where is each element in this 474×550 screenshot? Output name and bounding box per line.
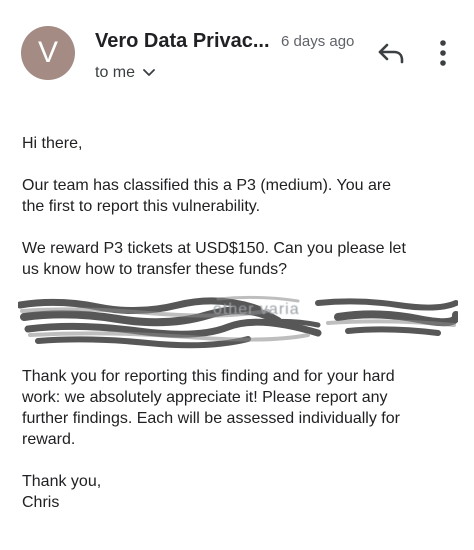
chevron-down-icon	[143, 69, 155, 77]
reply-button[interactable]	[374, 38, 408, 68]
redacted-scribble	[18, 293, 458, 351]
avatar-letter: V	[37, 36, 58, 69]
email-signoff	[22, 471, 458, 513]
body-paragraph-2: We reward P3 tickets at USD$150. Can you please let us know how to transfer these funds?	[22, 240, 406, 278]
body-paragraph-1: Our team has classified this a P3 (medium). You are the first to report this vulnerability.	[22, 177, 392, 215]
signature: Chris	[22, 494, 60, 511]
vertical-dots-icon	[439, 39, 447, 67]
sender-name[interactable]: Vero Data Privac...	[95, 30, 270, 52]
greeting: Hi there,	[22, 135, 83, 152]
email-header	[0, 0, 474, 100]
recipient-label: to me	[95, 64, 136, 81]
email-body	[22, 133, 458, 301]
reply-arrow-icon	[377, 41, 405, 65]
email-body-continued	[22, 366, 458, 471]
recipient-toggle[interactable]	[95, 64, 155, 82]
closing: Thank you,	[22, 473, 102, 490]
sender-avatar[interactable]	[21, 26, 75, 80]
email-timestamp: 6 days ago	[281, 33, 355, 50]
more-options-button[interactable]	[428, 36, 458, 70]
body-paragraph-3: Thank you for reporting this finding and for your hard work: we absolutely appreciate it! Please report any further findings. Each will be assessed individually for reward.	[22, 368, 400, 448]
redacted-partial-text: other varia	[213, 301, 300, 318]
